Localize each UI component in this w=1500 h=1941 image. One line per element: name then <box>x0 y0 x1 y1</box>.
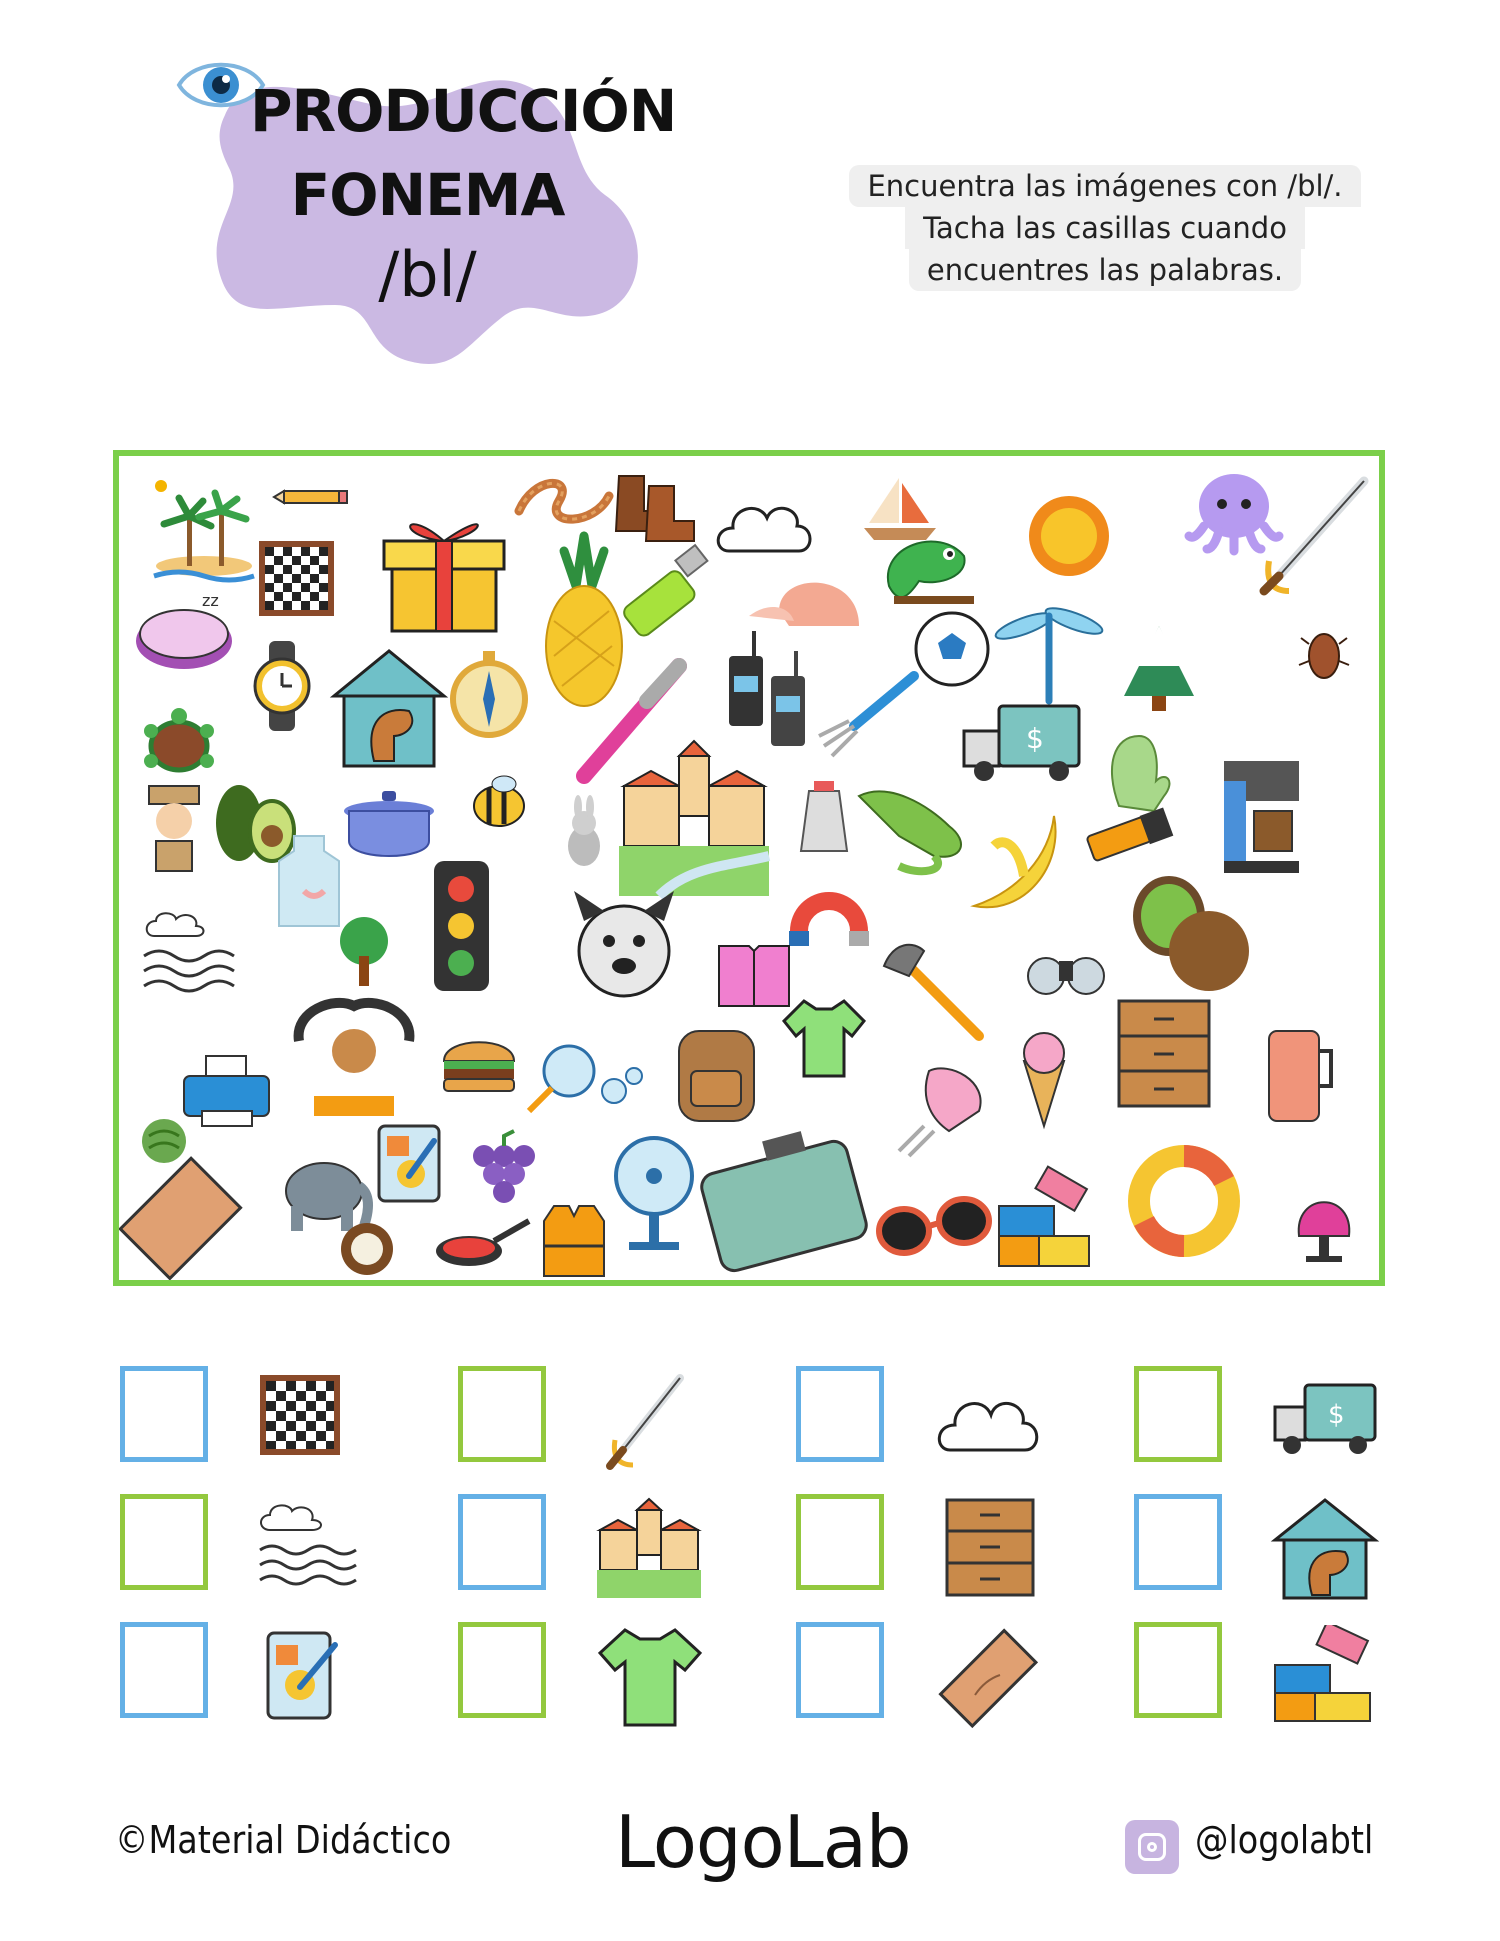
banana-icon <box>974 816 1056 907</box>
axe-icon <box>884 945 979 1036</box>
grater-icon <box>801 781 847 851</box>
chief-icon <box>299 1003 410 1116</box>
wood-board-icon <box>120 1158 240 1278</box>
copyright-text: ©Material Didáctico <box>115 1818 452 1862</box>
flashlight-icon <box>1086 807 1173 861</box>
wig-icon <box>1299 1202 1350 1262</box>
sun-icon <box>1029 496 1109 576</box>
town-icon <box>595 1495 705 1605</box>
oven-mitt-icon <box>1112 736 1170 811</box>
boots-icon <box>616 476 694 541</box>
mixer-icon <box>899 1068 981 1156</box>
blocks-icon <box>1270 1625 1380 1735</box>
checkbox-sword[interactable] <box>458 1366 546 1462</box>
fork-icon <box>819 676 914 756</box>
chess-board-icon <box>250 1360 360 1470</box>
sleep-mask-icon <box>136 591 232 669</box>
instruction-line-3: encuentres las palabras. <box>909 249 1301 291</box>
cloud-icon <box>718 508 810 551</box>
clouds-waves-icon <box>144 913 234 991</box>
page-title <box>250 77 677 311</box>
ice-cream-icon <box>1024 1033 1064 1126</box>
title-line-1: PRODUCCIÓN <box>250 77 677 145</box>
watch-icon <box>255 641 309 731</box>
armored-truck-icon <box>1270 1365 1380 1475</box>
cap-icon <box>749 583 859 626</box>
pencil-icon <box>274 491 347 503</box>
lighter-icon <box>621 545 707 639</box>
horse-stable-icon <box>334 651 444 766</box>
elephant-icon <box>286 1163 368 1231</box>
soccer-ball-icon <box>916 613 988 685</box>
life-ring-icon <box>1139 1156 1229 1246</box>
backpack-icon <box>679 1031 754 1121</box>
bee-icon <box>474 776 524 826</box>
instruction-line-2: Tacha las casillas cuando <box>905 207 1305 249</box>
dragonfly-icon <box>993 603 1105 701</box>
iguana-icon <box>859 791 961 871</box>
cloud-icon <box>935 1365 1045 1475</box>
shirt-icon <box>784 1001 864 1076</box>
island-icon <box>154 480 254 580</box>
chameleon-icon <box>888 542 974 604</box>
checkbox-cloud[interactable] <box>796 1366 884 1462</box>
printer-icon <box>184 1056 269 1126</box>
clouds-waves-icon <box>250 1495 360 1605</box>
title-line-3: /bl/ <box>378 238 477 311</box>
armored-truck-icon <box>964 706 1079 781</box>
blocks-icon <box>999 1167 1089 1266</box>
svg-text:zz: zz <box>202 591 219 610</box>
sunglasses-icon <box>879 1199 989 1253</box>
checkbox-tablet[interactable] <box>120 1622 208 1718</box>
checkbox-drawers[interactable] <box>796 1494 884 1590</box>
instagram-icon <box>1125 1820 1179 1874</box>
town-icon <box>619 741 769 896</box>
coffee-maker-icon <box>1224 761 1299 873</box>
tablet-icon <box>379 1126 439 1201</box>
octopus-icon <box>1189 474 1279 551</box>
instagram-handle[interactable]: @logolabtl <box>1195 1818 1374 1862</box>
checkbox-wood-board[interactable] <box>796 1622 884 1718</box>
checkbox-horse-stable[interactable] <box>1134 1494 1222 1590</box>
pot-icon <box>344 791 434 856</box>
horse-stable-icon <box>1270 1495 1380 1605</box>
tablet-icon <box>250 1625 360 1735</box>
book-icon <box>719 946 789 1006</box>
avocado-icon <box>216 785 294 861</box>
beetle-icon <box>1299 634 1349 678</box>
picture-board <box>113 450 1385 1286</box>
explorer-icon <box>149 786 199 871</box>
rope-icon <box>519 483 609 519</box>
chess-board-icon <box>259 541 334 616</box>
checkbox-chess-board[interactable] <box>120 1366 208 1462</box>
dog-icon <box>574 891 674 996</box>
instruction-line-1: Encuentra las imágenes con /bl/. <box>849 165 1360 207</box>
title-line-2: FONEMA <box>290 161 565 229</box>
rabbit-icon <box>568 795 600 866</box>
lettuce-icon <box>142 1119 186 1163</box>
sailboat-icon <box>864 478 936 540</box>
wood-board-icon <box>935 1625 1045 1735</box>
checkbox-blocks[interactable] <box>1134 1622 1222 1718</box>
burger-icon <box>444 1042 514 1091</box>
bubbles-icon <box>529 1046 642 1111</box>
checkbox-clouds-waves[interactable] <box>120 1494 208 1590</box>
checkbox-town[interactable] <box>458 1494 546 1590</box>
drawers-icon <box>1119 1001 1209 1106</box>
binoculars-icon <box>1028 958 1104 994</box>
grapes-icon <box>473 1131 535 1203</box>
pineapple-icon <box>546 536 622 706</box>
coconut-icon <box>341 1223 393 1275</box>
brand-logo: LogoLab <box>615 1800 911 1884</box>
life-vest-icon <box>544 1206 604 1276</box>
checkbox-shirt[interactable] <box>458 1622 546 1718</box>
shirt-icon <box>595 1625 705 1735</box>
gift-icon <box>384 524 504 631</box>
sword-icon <box>595 1370 705 1480</box>
traffic-light-icon <box>434 861 489 991</box>
checkbox-armored-truck[interactable] <box>1134 1366 1222 1462</box>
svg-text:$: $ <box>1328 1400 1345 1430</box>
instructions <box>820 165 1390 291</box>
walkie-talkie-icon <box>729 631 805 746</box>
svg-text:$: $ <box>1026 722 1044 755</box>
compass-icon <box>453 651 525 735</box>
mug-icon <box>1269 1031 1331 1121</box>
drawers-icon <box>935 1495 1045 1605</box>
kiwi-icon <box>1133 876 1249 991</box>
snowy-tree-icon <box>1124 626 1194 711</box>
pan-icon <box>436 1221 529 1266</box>
turtle-icon <box>144 708 214 770</box>
tree-icon <box>340 917 388 986</box>
fan-icon <box>616 1138 692 1250</box>
magnet-icon <box>789 901 869 946</box>
suitcase-icon <box>699 1131 870 1274</box>
